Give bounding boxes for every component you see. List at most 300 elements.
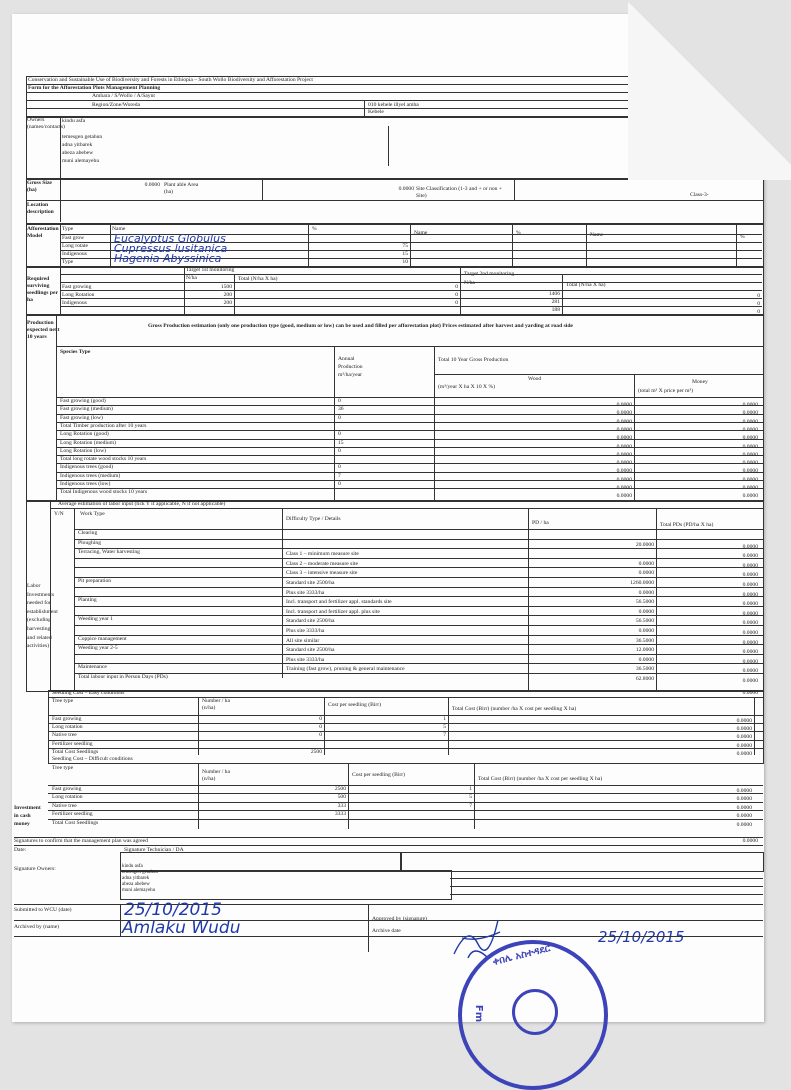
divider [74,615,763,616]
divider [514,178,515,200]
production-annual: 0 [338,481,341,487]
labor-total: 0.0000 [742,678,758,684]
production-annual: 36 [338,406,344,413]
production-annual: 0 [338,414,341,421]
labor-pd: 0.0000 [638,628,654,634]
production-box [26,314,764,502]
divider [450,886,763,887]
pd-label: PD / ha [532,520,549,526]
seed-diff-t: 0.0000 [736,813,752,820]
labor-work-type: Clearing [78,530,98,536]
money-label: Money [692,379,708,385]
divider [60,298,762,299]
divider [74,558,763,559]
project-title: Conservation and Sustainable Use of Biodiversity and Forests in Ethiopia – South Wollo Biodiversity and Afforestation Project [28,77,313,83]
seed-easy-type: Fast growing [52,716,82,722]
divider [26,100,733,101]
divider [282,508,283,678]
total-label-2: Total (N/ha X ha) [566,282,606,288]
production-wood: 0.0000 [616,493,632,500]
tree-type-label: Tree type [52,698,74,704]
name-header-2: Name [414,230,428,236]
species-type-label: Species Type [60,349,91,355]
labor-pd: 36.5000 [635,637,654,644]
divider [434,374,763,375]
labor-detail: Plus site 3333/ha [286,628,325,634]
divider [410,224,411,266]
production-annual: 0 [338,431,341,438]
archive-date-handwritten: 25/10/2015 [598,928,685,946]
divider [60,282,762,283]
production-wood: 0.0000 [616,443,632,450]
labor-total: 0.0000 [742,553,758,560]
production-row-label: Indigenous trees (medium) [60,472,121,479]
production-money: 0.0000 [742,468,758,475]
model-type: Long rotate [62,243,88,249]
divider [56,455,763,456]
divider [308,224,309,266]
seed-easy-t: 0.0000 [736,734,752,741]
divider [56,488,763,489]
production-money: 0.0000 [742,402,758,408]
seed-easy-type: Long rotation [52,724,83,731]
divider [48,793,763,794]
labor-pd: 56.5000 [635,599,654,606]
divider [388,126,389,166]
archive-date-label: Archive date [372,928,401,934]
diff-label: Difficulty Type / Details [286,516,341,522]
seed-easy-t: 0.0000 [736,718,752,724]
production-note: Gross Production estimation (only one production type (good, medium or low) can be used and filled per afforestation plot) Prices estimated after harvest and yarding at road side [148,323,573,329]
divider [14,936,763,937]
seedling-t1: 0 [455,292,458,298]
pct-header-2: % [516,230,521,236]
date-box [120,852,402,872]
production-wood: 0.0000 [616,402,632,408]
seedling-t2: 0 [757,301,760,307]
confirm-label: Signatures to confirm that the management plan was agreed [14,838,148,844]
owner-sign-name: abeza abebew [122,882,150,887]
seed-diff-title: Seedling Cost – Difficult conditions [52,756,133,762]
seed-easy-title: Seedling Cost – Easy conditions [52,690,125,696]
divider [60,116,61,178]
seed-easy-n: 0 [319,724,322,731]
divider [56,422,763,423]
seed-easy-t: 0.0000 [736,742,752,749]
seedling-n1: 200 [223,300,232,306]
divider [198,697,199,755]
production-money: 0.0000 [742,476,758,483]
divider [110,224,111,266]
production-wood: 0.0000 [616,426,632,433]
labor-total: 0.0000 [742,610,758,617]
labor-pd: 0.0000 [638,608,654,615]
archived-name-handwritten: Amlaku Wudu [122,918,241,938]
labor-total: 0.0000 [742,601,758,608]
labor-work-type: Total labour input in Person Days (PDs) [78,674,168,680]
divider [48,697,763,698]
labor-work-type: Weeding year 2-5 [78,645,118,652]
production-wood: 0.0000 [616,468,632,475]
divider [60,224,61,266]
divider [434,346,435,500]
owner-name: adna yitbarek [62,142,93,148]
afforestation-label: Afforestation Model [27,226,59,239]
production-annual: 7 [338,472,341,479]
divider [334,346,335,500]
yn-label: Y/N [54,511,64,517]
labor-total: 0.0000 [742,620,758,627]
divider [56,439,763,440]
production-row-label: Total Indigenous wood stocks 10 years [60,489,148,496]
labor-work-type: Coppice management [78,635,127,642]
owner-name: kindu asfa [62,118,86,124]
plantable-value: 0.0000 [398,186,414,192]
divider [368,904,369,952]
production-money: 0.0000 [742,410,758,417]
production-money: 0.0000 [742,443,758,450]
divider [74,577,763,578]
seed-easy-t: 0.0000 [736,750,752,757]
number-label: Number / ha (n/ha) [202,698,230,711]
divider [234,274,235,314]
cost-label-2: Cost per seedling (Birr) [352,772,405,778]
total-pd-label: Total PDs (PD/ha X ha) [660,522,714,528]
labor-pd: 36.5000 [635,666,654,673]
divider [74,635,763,636]
seed-diff-t: 0.0000 [736,821,752,828]
owner-name: abeza abebew [62,150,94,156]
divider [586,224,587,266]
seed-diff-n: 333 [337,802,346,809]
labor-detail: Plus site 3333/ha [286,589,325,596]
seedling-type: Indigenous [62,300,87,306]
labor-work-type: Terracing, Water harvesting [78,549,140,556]
name-header-3: Name [590,232,604,238]
nha-label: N/ha [186,275,197,281]
production-money: 0.0000 [742,426,758,433]
wood-label: Wood [528,376,542,382]
seed-easy-box [48,690,764,764]
production-money: 0.0000 [742,460,758,467]
production-row-label: Fast growing (good) [60,398,106,404]
seed-easy-c: 1 [443,716,446,722]
production-money: 0.0000 [742,485,758,491]
type-header: Type [62,226,74,232]
seedling-t1: 0 [455,300,458,306]
pct-header: % [312,226,317,232]
production-wood: 0.0000 [616,460,632,467]
divider [48,810,763,811]
seedling-n2: 281 [551,299,560,305]
divider [56,414,763,415]
kebele-value: 010 kebele illyel amba [368,102,419,108]
classification-label: Site Classification (1-3 and + or non + Site) [416,186,503,199]
divider [56,397,763,398]
labor-detail: Standard site 2500/ha [286,618,335,625]
divider [74,606,763,607]
seedling-t1: 0 [455,284,458,290]
labor-total: 0.0000 [742,658,758,665]
divider [562,274,563,314]
owners-sign-box [120,870,452,900]
labor-detail: Training (fast grow), pruning & general maintenance [286,666,405,673]
type-label-row: Type [62,259,74,265]
divider [74,663,763,664]
divider [56,463,763,464]
labor-total: 0.0000 [742,668,758,675]
divider [56,346,763,347]
production-money: 0.0000 [742,451,758,458]
divider [56,472,763,473]
divider [74,673,763,674]
divider [50,500,51,690]
divider [634,374,635,500]
owner-name: muni alemayehu [62,158,100,164]
stamp-side-text: Fm [473,1004,485,1023]
labor-pd: 62.8000 [635,676,654,682]
seed-easy-c: 5 [443,724,446,731]
divider [48,748,763,749]
divider [754,697,755,755]
production-row-label: Total Timber production after 10 years [60,422,147,429]
production-row-label: Long Rotation (medium) [60,439,116,446]
seed-easy-type: Native tree [52,732,77,739]
divider [120,904,121,936]
seed-easy-n: 2500 [310,748,322,755]
production-row-label: Fast growing (low) [60,414,103,421]
seedling-n1: 200 [223,292,232,298]
submitted-label: Submitted to WCU (date) [14,907,72,913]
grand-total: 0.0000 [742,838,758,844]
folded-corner [628,0,791,180]
labor-total: 0.0000 [742,572,758,579]
seed-diff-c: 5 [469,794,472,801]
labor-work-type: Ploughing [78,539,102,546]
labor-pd: 1260.0000 [630,580,654,586]
divider [74,587,763,588]
divider [736,224,737,266]
pct-header-3: % [740,234,745,240]
production-wood: 0.0000 [616,418,632,425]
labor-detail: Class 2 – moderate measure site [286,560,358,567]
owner-sign-name: kindu asfa [122,864,143,869]
production-annual: 0 [338,464,341,471]
seed-diff-n: 2500 [334,786,346,792]
divider [26,200,763,201]
seed-easy-t: 0.0000 [736,726,752,733]
species-name-handwritten: Hagenia Abyssinica [114,252,222,265]
seedling-t2: 0 [757,293,760,299]
seed-diff-n: 500 [337,794,346,801]
production-row-label: Fast growing (medium) [60,406,113,413]
wood-unit: (m³/year X ha X 10 X %) [438,384,495,390]
seedling-type: Long Rotation [62,292,95,298]
species-name-handwritten: Cupressus lusitanica [114,242,228,255]
form-title: Form for the Afforestation Plots Management Planning [28,85,161,91]
seed-diff-t: 0.0000 [736,804,752,811]
labor-pd: 56.5000 [635,618,654,625]
model-type: Indigenous [62,251,87,257]
seedling-n1: 1500 [220,284,232,290]
divider [74,548,763,549]
labor-pd: 0.0000 [638,656,654,663]
number-label-2: Number / ha (n/ha) [202,769,230,782]
gross-size-label: Gross Size (ha) [27,180,52,193]
divider [450,894,763,895]
production-row-label: Indigenous trees (good) [60,464,114,471]
seed-diff-t: 0.0000 [736,796,752,803]
seedling-type: Fast growing [62,284,92,290]
labor-pd: 0.0000 [638,560,654,567]
divider [48,802,763,803]
divider [56,430,763,431]
seed-diff-c: 7 [469,802,472,809]
seed-diff-type: Fast growing [52,786,82,792]
divider [364,100,365,116]
production-annual: 0 [338,447,341,454]
production-row-label: Long Rotation (good) [60,431,109,438]
model-pct: 75 [402,243,408,249]
production-label: Production expected next 10 years [27,320,60,340]
production-money: 0.0000 [742,435,758,442]
production-wood: 0.0000 [616,410,632,417]
production-wood: 0.0000 [616,476,632,483]
divider [14,845,763,846]
seedling-n2: 188 [551,307,560,313]
seedling-t2: 0 [757,309,760,315]
name-header: Name [112,226,126,232]
seed-diff-type: Long rotation [52,794,83,801]
divider [56,405,763,406]
labor-total: 0.0000 [742,543,758,550]
region-label: Region/Zone/Woreda [92,102,141,108]
labor-detail: All site similar [286,637,320,644]
location-label: Amhara / S/Wollo / A/Saynt [92,93,155,99]
production-money: 0.0000 [742,493,758,500]
production-row-label: Indigenous trees (low) [60,481,111,487]
total10-label: Total 10 Year Gross Production [438,357,509,363]
production-wood: 0.0000 [616,435,632,442]
plantable-label: Plant able Area (ha) [164,182,199,195]
money-unit: (total m³ X price per m³) [638,388,694,394]
official-stamp [458,940,608,1090]
kebele-label: Kebele [368,109,384,115]
nha-label-2: N/ha [464,280,475,286]
submitted-date-handwritten: 25/10/2015 [124,900,222,920]
divider [74,596,763,597]
labor-label: Labor Investments needed for establishment (excluding harvesting and related activities) [27,583,58,650]
gross-size-value: 0.0000 [144,182,160,188]
tech-label: Signature Technician / DA [124,847,184,853]
divider [74,529,763,530]
divider [324,697,325,755]
labor-detail: Incl. transport and fertilizer appl. plus site [286,608,380,615]
owners-label: Owners (names/contacts) [27,117,65,130]
labor-detail: Incl. transport and fertilizer appl. standards site [286,599,392,606]
labor-pd: 0.0000 [638,570,654,577]
divider [56,447,763,448]
labor-detail: Class 1 – minimum measure site [286,551,359,558]
owner-name: temesgen getahun [62,134,103,140]
production-annual: 15 [338,439,344,446]
seed-diff-type: Fertilizer seedling [52,811,93,818]
labor-total: 0.0000 [742,630,758,636]
seed-total-label: Total Cost (Birr) (number /ha X cost per seedling X ha) [452,706,577,712]
approved-label: Approved by (signature) [372,916,427,922]
seed-easy-grand: 0.0000 [742,690,758,696]
seed-easy-c: 7 [443,732,446,739]
labor-detail: Standard site 2500/ha [286,580,335,586]
divider [262,178,263,200]
labor-work-type: Weeding year 1 [78,616,113,623]
production-row-label: Total long rotate wood stocks 10 years [60,456,147,463]
production-wood: 0.0000 [616,451,632,458]
target1-label: Target 1st monitoring [186,267,235,273]
divider [74,625,763,626]
model-pct: 15 [402,251,408,257]
labor-work-type: Pit preparation [78,578,112,584]
seedlings-label: Required surviving seedlings per ha [27,276,58,303]
labor-pd: 0.0000 [638,589,654,596]
divider [48,819,763,820]
owner-sign-name: adna yitbarek [122,876,150,881]
divider [74,539,763,540]
labor-work-type: Maintenance [78,664,107,671]
seed-easy-n: 0 [319,716,322,722]
seed-diff-type: Total Cost Seedlings [52,819,99,826]
owner-names [62,117,102,165]
production-wood: 0.0000 [616,485,632,491]
labor-total: 0.0000 [742,639,758,646]
owner-sign-name: temesgen getahun [122,870,158,875]
archived-label: Archived by (name) [14,924,60,930]
seed-total-label-2: Total Cost (Birr) (number /ha X cost per seedling X ha) [478,776,603,782]
cost-label: Cost per seedling (Birr) [328,702,381,708]
divider [48,785,763,786]
divider [56,480,763,481]
labor-total: 0.0000 [742,582,758,588]
production-money: 0.0000 [742,418,758,425]
labor-total: 0.0000 [742,562,758,569]
annual-label: Annual Production m³/ha/year [338,356,363,378]
labor-detail: Plus site 3333/ha [286,656,325,663]
work-label: Work Type [80,511,105,517]
stamp-emblem [512,989,558,1035]
divider [450,878,763,879]
tree-type-label-2: Tree type [52,765,74,771]
labor-total: 0.0000 [742,649,758,656]
seed-diff-c: 1 [469,786,472,792]
production-annual: 0 [338,398,341,404]
stamp-text: ቀበሌ አስተዳደር [491,943,552,968]
tech-sign-box [400,852,764,872]
divider [60,274,762,275]
divider [48,731,763,732]
class-value: Class-3- [690,192,709,198]
labor-work-type: Planting [78,597,97,604]
seed-easy-n: 0 [319,732,322,739]
labor-pd: 12.0000 [635,647,654,654]
species-name-handwritten: Eucalyptus Globulus [114,232,226,245]
divider [48,723,763,724]
model-pct: 10 [402,259,408,265]
model-type: Fast grow [62,235,85,241]
divider [512,224,513,266]
divider [448,697,449,755]
divider [74,644,763,645]
divider [48,740,763,741]
